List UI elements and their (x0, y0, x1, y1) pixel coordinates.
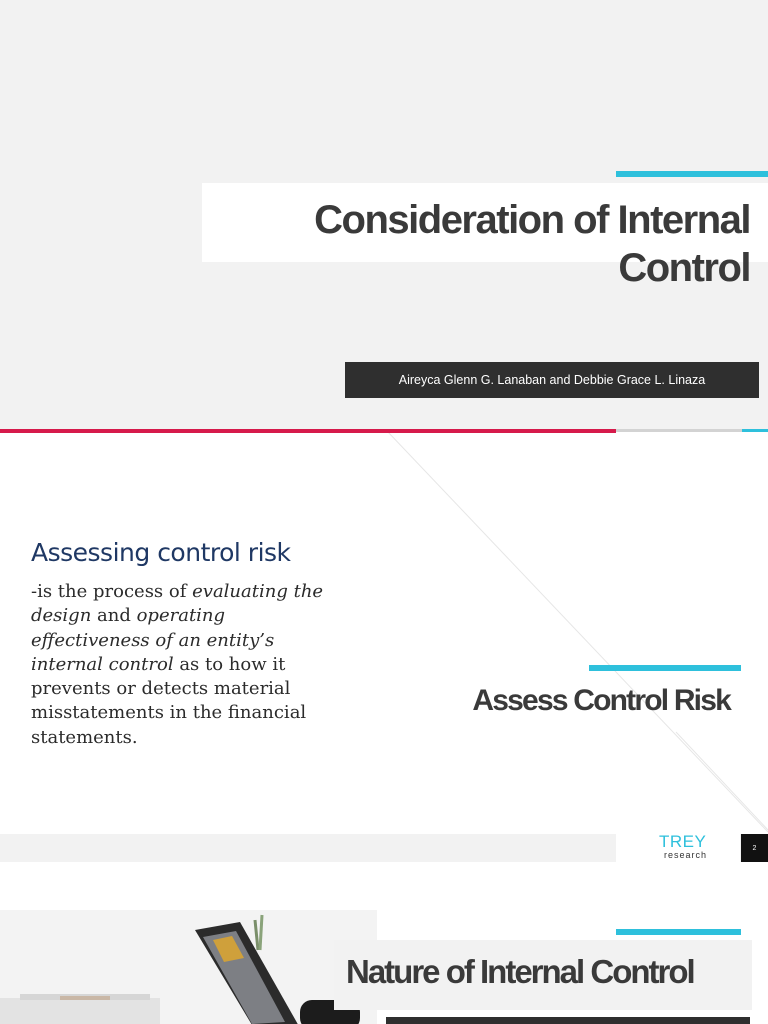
page-number: 2 (752, 844, 757, 852)
definition-text (31, 580, 341, 750)
section-heading: Assessing control risk (31, 538, 291, 567)
page-number-box (741, 834, 768, 862)
author-bar (345, 362, 759, 398)
title-accent-bar (589, 665, 741, 671)
slide-2-title: Assess Control Risk (472, 684, 730, 717)
definition-part: as to how it prevents or detects material misstatements in the financial statements. (31, 653, 307, 748)
slide-1 (0, 0, 768, 430)
definition-part: and (91, 605, 137, 627)
laptop-illustration (0, 910, 377, 1024)
title-accent-bar (616, 929, 741, 935)
definition-emphasis: evaluating the design (31, 581, 324, 627)
definition-emphasis: operating effectiveness of an entity’s internal control (31, 605, 275, 675)
laptop-photo-icon (0, 910, 377, 1024)
slide-3-title: Nature of Internal Control (346, 953, 694, 990)
slide-2 (0, 432, 768, 862)
logo-subtext: research (664, 850, 708, 860)
subtitle-bar (386, 1017, 750, 1024)
logo-brand: TREY (659, 832, 707, 851)
author-names: Aireyca Glenn G. Lanaban and Debbie Grace L. Linaza (398, 373, 706, 387)
slide-3 (0, 865, 768, 1024)
slide-1-title: Consideration of Internal Control (314, 198, 750, 290)
title-accent-bar (616, 171, 768, 177)
slide-divider-red (0, 430, 616, 433)
definition-part: -is the process of (31, 581, 193, 602)
